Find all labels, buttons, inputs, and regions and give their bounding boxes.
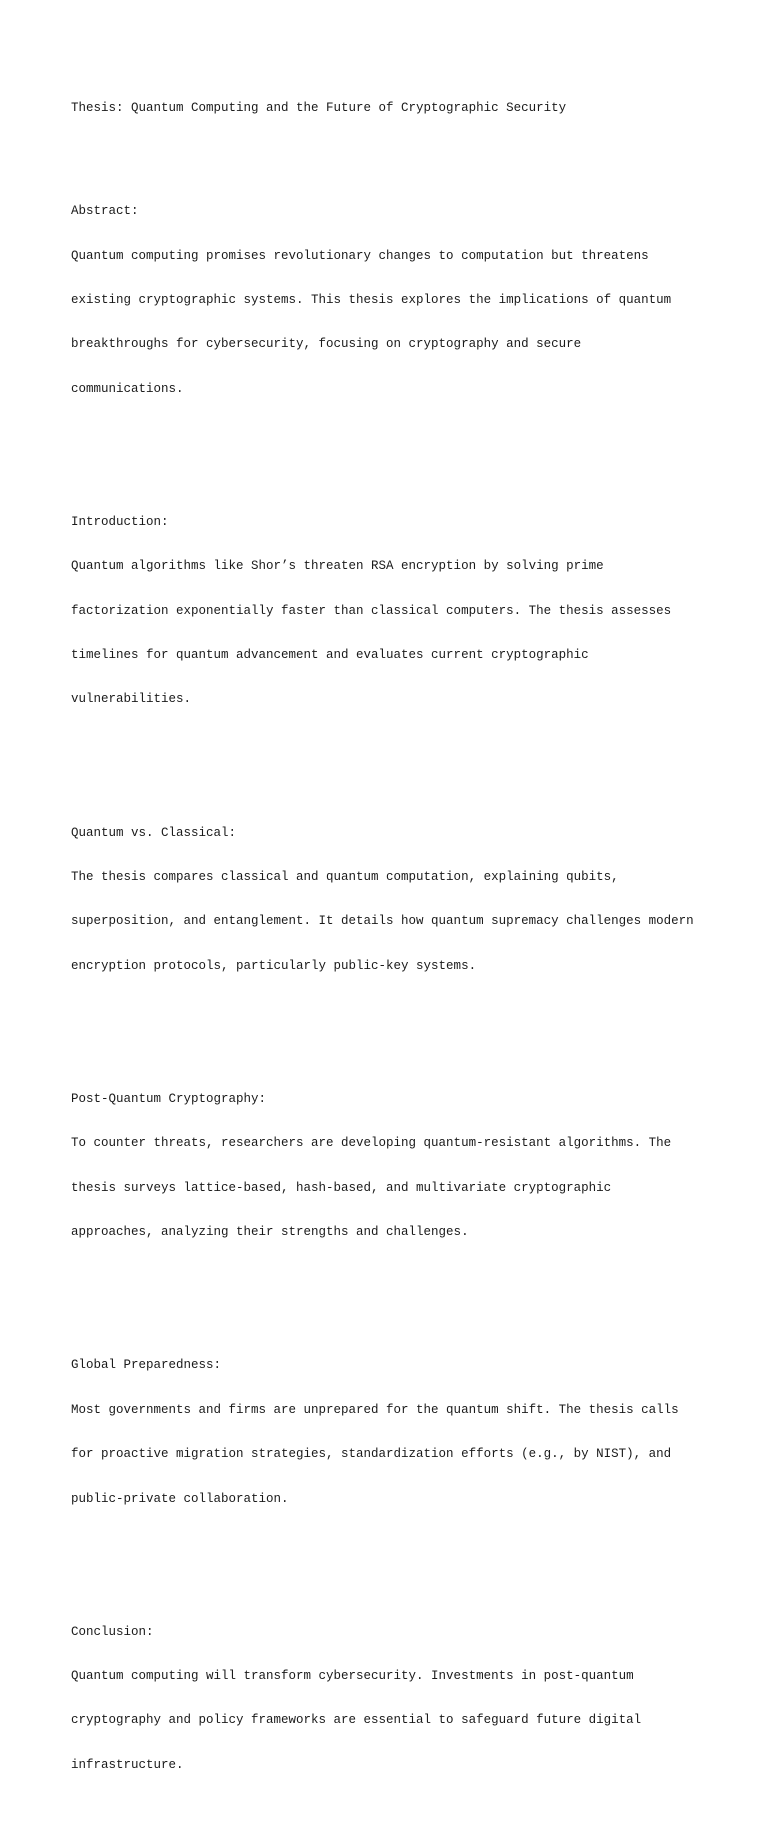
section-conclusion xyxy=(71,1595,731,1802)
section-heading: Introduction: xyxy=(71,514,169,529)
section-heading: Quantum vs. Classical: xyxy=(71,825,237,840)
document-title: Thesis: Quantum Computing and the Future of Cryptographic Security xyxy=(71,100,567,115)
body-line: infrastructure. xyxy=(71,1757,184,1772)
section-global-preparedness xyxy=(71,1329,731,1536)
section-abstract xyxy=(71,175,731,427)
body-line: The thesis compares classical and quantum computation, explaining qubits, xyxy=(71,870,619,885)
body-line: To counter threats, researchers are developing quantum-resistant algorithms. The xyxy=(71,1136,672,1151)
body-line: vulnerabilities. xyxy=(71,692,192,707)
section-introduction xyxy=(71,485,731,737)
section-quantum-vs-classical xyxy=(71,796,731,1003)
section-heading: Conclusion: xyxy=(71,1624,154,1639)
body-line: factorization exponentially faster than classical computers. The thesis assesses xyxy=(71,603,672,618)
section-heading: Post-Quantum Cryptography: xyxy=(71,1091,267,1106)
body-line: Quantum computing will transform cybersecurity. Investments in post-quantum xyxy=(71,1669,634,1684)
body-line: superposition, and entanglement. It details how quantum supremacy challenges modern xyxy=(71,914,694,929)
body-line: thesis surveys lattice-based, hash-based, and multivariate cryptographic xyxy=(71,1180,612,1195)
body-line: approaches, analyzing their strengths and challenges. xyxy=(71,1225,469,1240)
body-line: public-private collaboration. xyxy=(71,1491,289,1506)
body-line: cryptography and policy frameworks are essential to safeguard future digital xyxy=(71,1713,642,1728)
section-heading: Abstract: xyxy=(71,204,139,219)
body-line: timelines for quantum advancement and evaluates current cryptographic xyxy=(71,648,589,663)
body-line: breakthroughs for cybersecurity, focusing on cryptography and secure xyxy=(71,337,582,352)
body-line: existing cryptographic systems. This thesis explores the implications of quantum xyxy=(71,292,672,307)
document-page xyxy=(71,71,731,1832)
section-heading: Global Preparedness: xyxy=(71,1358,222,1373)
section-post-quantum-cryptography xyxy=(71,1062,731,1269)
body-line: for proactive migration strategies, standardization efforts (e.g., by NIST), and xyxy=(71,1447,672,1462)
body-line: encryption protocols, particularly public-key systems. xyxy=(71,958,477,973)
body-line: Quantum algorithms like Shor’s threaten RSA encryption by solving prime xyxy=(71,559,604,574)
body-line: Quantum computing promises revolutionary changes to computation but threatens xyxy=(71,248,649,263)
body-line: communications. xyxy=(71,381,184,396)
body-line: Most governments and firms are unprepared for the quantum shift. The thesis calls xyxy=(71,1402,679,1417)
